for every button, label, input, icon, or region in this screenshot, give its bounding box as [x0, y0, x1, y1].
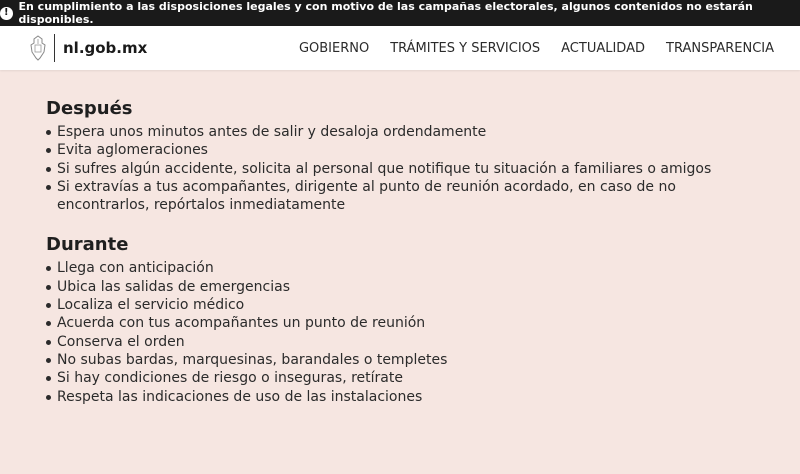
list-item: Evita aglomeraciones [46, 141, 754, 159]
list-item: Espera unos minutos antes de salir y desaloja ordendamente [46, 123, 754, 141]
section-title: Durante [46, 234, 129, 256]
recommendation-list [46, 123, 754, 214]
list-item: Ubica las salidas de emergencias [46, 278, 754, 296]
electoral-notice-bar [0, 0, 800, 26]
brand-divider [54, 34, 55, 62]
list-item: Si hay condiciones de riesgo o inseguras, retírate [46, 369, 754, 387]
exclamation-icon: ! [0, 7, 13, 20]
brand-name: nl.gob.mx [63, 39, 148, 57]
section-title: Después [46, 98, 133, 119]
section-despues [46, 98, 754, 214]
nav-tramites-servicios[interactable]: TRÁMITES Y SERVICIOS [390, 40, 541, 56]
nav-gobierno[interactable]: GOBIERNO [298, 40, 370, 56]
brand-logo-link[interactable] [28, 34, 147, 62]
nav-actualidad[interactable]: ACTUALIDAD [561, 40, 645, 56]
list-item: Respeta las indicaciones de uso de las instalaciones [46, 388, 754, 406]
list-item: Llega con anticipación [46, 259, 754, 277]
list-item: Si extravías a tus acompañantes, dirigente al punto de reunión acordado, en caso de no encontrarlos, repórtalos inmediatamente [46, 178, 754, 215]
main-content [0, 70, 800, 406]
list-item: Localiza el servicio médico [46, 296, 754, 314]
top-navbar [0, 26, 800, 70]
list-item: Si sufres algún accidente, solicita al personal que notifique tu situación a familiares o amigos [46, 160, 754, 178]
state-seal-icon [28, 34, 48, 62]
list-item: Conserva el orden [46, 333, 754, 351]
notice-text: En cumplimiento a las disposiciones legales y con motivo de las campañas electorales, algunos contenidos no estarán disponibles. [18, 0, 753, 26]
nav-transparencia[interactable]: TRANSPARENCIA [666, 40, 774, 56]
recommendation-list [46, 259, 754, 405]
main-nav [278, 41, 774, 56]
list-item: No subas bardas, marquesinas, barandales o templetes [46, 351, 754, 369]
list-item: Acuerda con tus acompañantes un punto de reunión [46, 314, 754, 332]
section-durante [46, 234, 754, 405]
